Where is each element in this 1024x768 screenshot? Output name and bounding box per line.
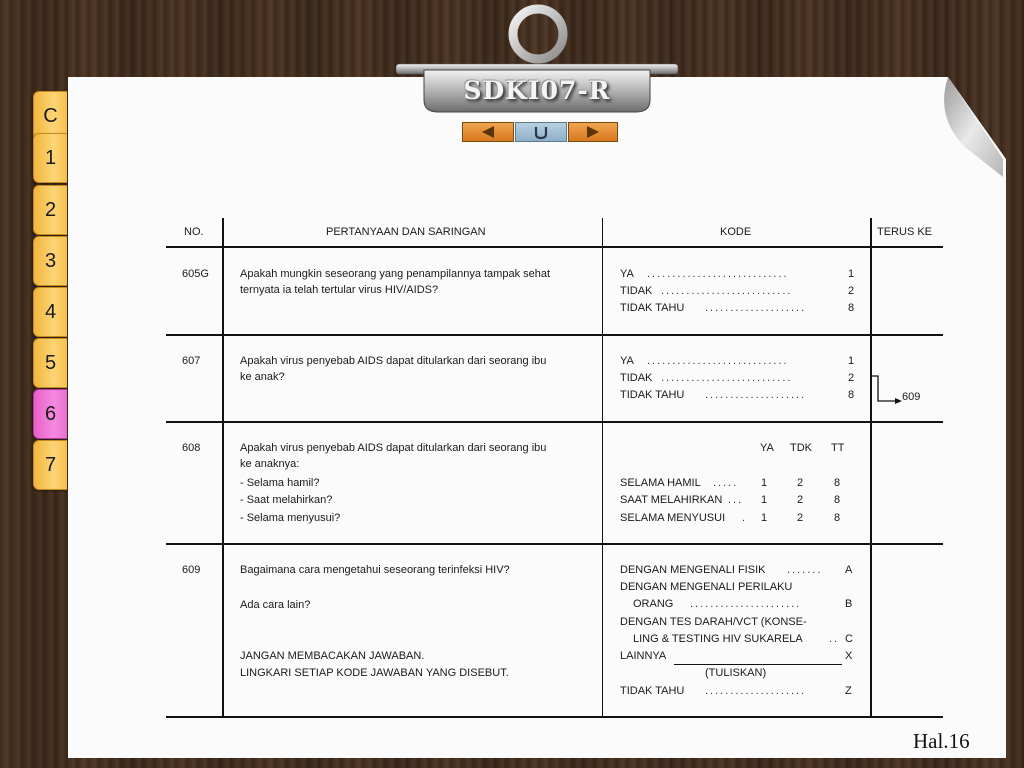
answer-label: TIDAK TAHU [620, 685, 685, 697]
answer-label: SELAMA HAMIL [620, 477, 701, 489]
header-rule [166, 246, 943, 248]
header-no: NO. [184, 226, 204, 238]
answer-label: SELAMA MENYUSUI [620, 512, 726, 524]
question-text: Apakah virus penyebab AIDS dapat ditularkan dari seorang ibu [240, 355, 547, 367]
leader-dots: .......................... [661, 372, 793, 384]
arrow-right-icon [569, 123, 617, 141]
answer-code[interactable]: 8 [834, 494, 841, 506]
col-header-tdk: TDK [790, 442, 812, 454]
leader-dots: .................... [705, 302, 807, 314]
question-text: Bagaimana cara mengetahui seseorang terinfeksi HIV? [240, 564, 510, 576]
tab-4[interactable]: 4 [33, 287, 67, 337]
row-rule [166, 334, 943, 336]
leader-dots: ............................ [647, 355, 789, 367]
leader-dots: . [742, 512, 748, 524]
answer-code[interactable]: 8 [834, 477, 841, 489]
home-button[interactable] [515, 122, 567, 142]
question-number: 605G [182, 268, 209, 280]
instruction-text: JANGAN MEMBACAKAN JAWABAN. [240, 650, 425, 662]
binder-clip-banner [396, 2, 678, 117]
tab-2[interactable]: 2 [33, 185, 67, 235]
question-text: ke anak? [240, 371, 285, 383]
next-button[interactable] [568, 122, 618, 142]
answer-code[interactable]: A [845, 564, 853, 576]
skip-target: 609 [902, 391, 921, 403]
answer-code[interactable]: C [845, 633, 853, 645]
answer-code[interactable]: 1 [761, 477, 768, 489]
leader-dots: ...................... [690, 598, 802, 610]
return-icon [516, 123, 566, 141]
write-in-note: (TULISKAN) [705, 667, 767, 679]
leader-dots: .. [829, 633, 840, 645]
answer-code[interactable]: 2 [848, 285, 855, 297]
col-header-tt: TT [831, 442, 845, 454]
leader-dots: .................... [705, 389, 807, 401]
prev-button[interactable] [462, 122, 514, 142]
leader-dots: .......................... [661, 285, 793, 297]
instruction-text: LINGKARI SETIAP KODE JAWABAN YANG DISEBUT. [240, 667, 509, 679]
answer-code[interactable]: Z [845, 685, 852, 697]
answer-label: TIDAK [620, 285, 653, 297]
sub-question: - Selama hamil? [240, 477, 320, 489]
header-skip: TERUS KE [877, 226, 933, 238]
col-divider [870, 218, 872, 718]
tab-1[interactable]: 1 [33, 133, 67, 183]
row-rule [166, 543, 943, 545]
leader-dots: ..... [713, 477, 739, 489]
answer-code[interactable]: 1 [761, 494, 768, 506]
question-text: Ada cara lain? [240, 599, 311, 611]
question-text: Apakah virus penyebab AIDS dapat ditularkan dari seorang ibu [240, 442, 547, 454]
answer-code[interactable]: 2 [848, 372, 855, 384]
answer-label: SAAT MELAHIRKAN [620, 494, 723, 506]
col-divider [222, 218, 224, 718]
col-divider [602, 218, 603, 718]
header-question: PERTANYAAN DAN SARINGAN [326, 226, 486, 238]
tab-5[interactable]: 5 [33, 338, 67, 388]
leader-dots: ... [728, 494, 744, 506]
answer-code[interactable]: X [845, 650, 853, 662]
answer-code[interactable]: 8 [834, 512, 841, 524]
banner-title: SDKI07-R [463, 76, 611, 105]
sub-question: - Saat melahirkan? [240, 494, 333, 506]
page-number: Hal.16 [913, 729, 970, 753]
answer-code[interactable]: 1 [761, 512, 768, 524]
leader-dots: ............................ [647, 268, 789, 280]
answer-code[interactable]: 1 [848, 268, 855, 280]
answer-label: TIDAK TAHU [620, 302, 685, 314]
question-number: 609 [182, 564, 201, 576]
slide-paper [68, 77, 1006, 758]
answer-label: ORANG [633, 598, 674, 610]
answer-label: YA [620, 268, 634, 280]
answer-code[interactable]: 8 [848, 302, 855, 314]
row-rule [166, 421, 943, 423]
page-curl [905, 77, 1003, 177]
answer-code[interactable]: 2 [797, 477, 804, 489]
answer-code[interactable]: 2 [797, 512, 804, 524]
sub-question: - Selama menyusui? [240, 512, 341, 524]
answer-code[interactable]: B [845, 598, 853, 610]
answer-label: DENGAN MENGENALI FISIK [620, 564, 766, 576]
header-code: KODE [720, 226, 752, 238]
leader-dots: ....... [787, 564, 823, 576]
answer-label: YA [620, 355, 634, 367]
write-in-line[interactable] [674, 664, 842, 665]
question-text: ke anaknya: [240, 458, 300, 470]
answer-label: TIDAK [620, 372, 653, 384]
leader-dots: .................... [705, 685, 807, 697]
answer-label: DENGAN MENGENALI PERILAKU [620, 581, 793, 593]
skip-arrow-icon [868, 374, 904, 404]
answer-code[interactable]: 1 [848, 355, 855, 367]
answer-code[interactable]: 2 [797, 494, 804, 506]
answer-label: TIDAK TAHU [620, 389, 685, 401]
question-text: ternyata ia telah tertular virus HIV/AIDS? [240, 284, 439, 296]
answer-label: DENGAN TES DARAH/VCT (KONSE- [620, 616, 807, 628]
answer-code[interactable]: 8 [848, 389, 855, 401]
answer-label: LAINNYA [620, 650, 667, 662]
table-bottom-rule [166, 716, 943, 718]
answer-label: LING & TESTING HIV SUKARELA [633, 633, 803, 645]
tab-7[interactable]: 7 [33, 440, 67, 490]
arrow-left-icon [463, 123, 513, 141]
tab-6[interactable]: 6 [33, 389, 67, 439]
tab-c[interactable]: C [33, 91, 67, 141]
tab-3[interactable]: 3 [33, 236, 67, 286]
col-header-ya: YA [760, 442, 774, 454]
question-number: 607 [182, 355, 201, 367]
question-number: 608 [182, 442, 201, 454]
question-text: Apakah mungkin seseorang yang penampilannya tampak sehat [240, 268, 551, 280]
